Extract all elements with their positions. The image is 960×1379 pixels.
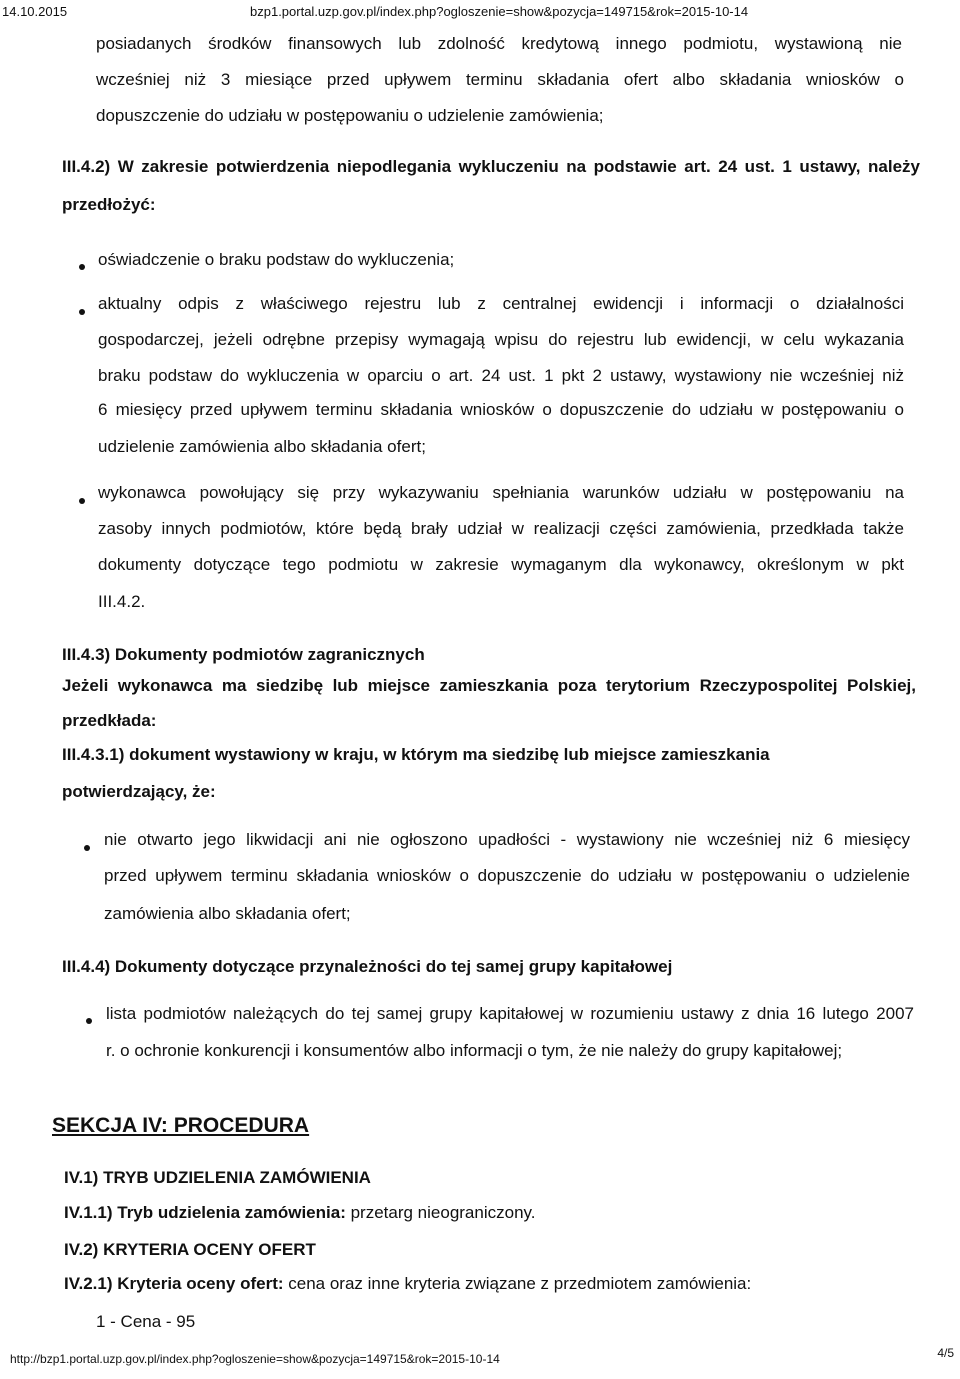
paragraph-line: wcześniej niż 3 miesiące przed upływem terminu składania ofert albo składania wniosków o — [96, 70, 904, 89]
list-item-line: r. o ochronie konkurencji i konsumentów albo informacji o tym, że nie należy do grupy kapitałowej; — [106, 1041, 843, 1060]
list-item-line: gospodarczej, jeżeli odrębne przepisy wymagają wpisu do rejestru lub ewidencji, w celu wykazania — [98, 330, 904, 349]
field-value: cena oraz inne kryteria związane z przedmiotem zamówienia: — [288, 1274, 752, 1293]
list-item-line: udzielenie zamówienia albo składania ofert; — [98, 437, 426, 456]
field-label: IV.2.1) Kryteria oceny ofert: — [64, 1274, 284, 1293]
paragraph-line: posiadanych środków finansowych lub zdolność kredytową innego podmiotu, wystawioną nie — [96, 34, 902, 53]
print-url-footer: http://bzp1.portal.uzp.gov.pl/index.php?ogloszenie=show&pozycja=149715&rok=2015-10-14 — [10, 1352, 500, 1366]
list-item-line: przed upływem terminu składania wniosków o dopuszczenie do udziału w postępowaniu o udzielenie — [104, 866, 910, 885]
bullet — [84, 845, 90, 851]
section-title: SEKCJA IV: PROCEDURA — [52, 1114, 310, 1137]
paragraph-line: dopuszczenie do udziału w postępowaniu o udzielenie zamówienia; — [96, 106, 604, 125]
print-url-header: bzp1.portal.uzp.gov.pl/index.php?ogloszenie=show&pozycja=149715&rok=2015-10-14 — [250, 4, 749, 19]
heading-iii-4-4: III.4.4) Dokumenty dotyczące przynależności do tej samej grupy kapitałowej — [62, 957, 673, 976]
list-item: nie otwarto jego likwidacji ani nie ogłoszono upadłości - wystawiony nie wcześniej niż 6 miesięcy — [104, 830, 910, 849]
list-item-line: zasoby innych podmiotów, które będą brały udział w realizacji części zamówienia, przedkłada także — [98, 519, 904, 538]
criterion-item: 1 - Cena - 95 — [96, 1312, 196, 1331]
heading-foreign: Jeżeli wykonawca ma siedzibę lub miejsce zamieszkania poza terytorium Rzeczypospolitej Polskiej, — [62, 676, 916, 695]
heading-iii-4-2-cont: przedłożyć: — [62, 195, 156, 214]
page-number: 4/5 — [937, 1346, 954, 1360]
heading-foreign-cont: przedkłada: — [62, 711, 157, 730]
list-item-line: braku podstaw do wykluczenia w oparciu o art. 24 ust. 1 pkt 2 ustawy, wystawiony nie wcześniej niż — [98, 366, 904, 385]
list-item: wykonawca powołujący się przy wykazywaniu spełniania warunków udziału w postępowaniu na — [98, 483, 904, 502]
bullet — [79, 264, 85, 270]
list-item-line: 6 miesięcy przed upływem terminu składania wniosków o dopuszczenie do udziału w postępowaniu o — [98, 400, 904, 419]
list-item-line: zamówienia albo składania ofert; — [104, 904, 351, 923]
bullet — [79, 498, 85, 504]
list-item-line: dokumenty dotyczące tego podmiotu w zakresie wymaganym dla wykonawcy, określonym w pkt — [98, 555, 904, 574]
list-item: lista podmiotów należących do tej samej grupy kapitałowej w rozumieniu ustawy z dnia 16 lutego 2007 — [106, 1004, 914, 1023]
heading-iv-1: IV.1) TRYB UDZIELENIA ZAMÓWIENIA — [64, 1168, 371, 1187]
print-date: 14.10.2015 — [2, 4, 68, 19]
heading-iv-2: IV.2) KRYTERIA OCENY OFERT — [64, 1240, 316, 1259]
heading-iii-4-3: III.4.3) Dokumenty podmiotów zagranicznych — [62, 645, 425, 664]
heading-iii-4-3-1-cont: potwierdzający, że: — [62, 782, 216, 801]
heading-iii-4-2: III.4.2) W zakresie potwierdzenia niepodlegania wykluczeniu na podstawie art. 24 ust. 1 ustawy, należy — [62, 157, 920, 176]
bullet — [86, 1018, 92, 1024]
field-row-iv-1-1 — [64, 1203, 536, 1223]
list-item: aktualny odpis z właściwego rejestru lub z centralnej ewidencji i informacji o działalności — [98, 294, 904, 313]
list-item-line: III.4.2. — [98, 592, 146, 611]
field-label: IV.1.1) Tryb udzielenia zamówienia: — [64, 1203, 346, 1222]
list-item: oświadczenie o braku podstaw do wykluczenia; — [98, 250, 455, 269]
heading-iii-4-3-1: III.4.3.1) dokument wystawiony w kraju, w którym ma siedzibę lub miejsce zamieszkania — [62, 745, 770, 764]
field-value: przetarg nieograniczony. — [350, 1203, 536, 1222]
bullet — [79, 309, 85, 315]
field-row-iv-2-1 — [64, 1274, 751, 1294]
